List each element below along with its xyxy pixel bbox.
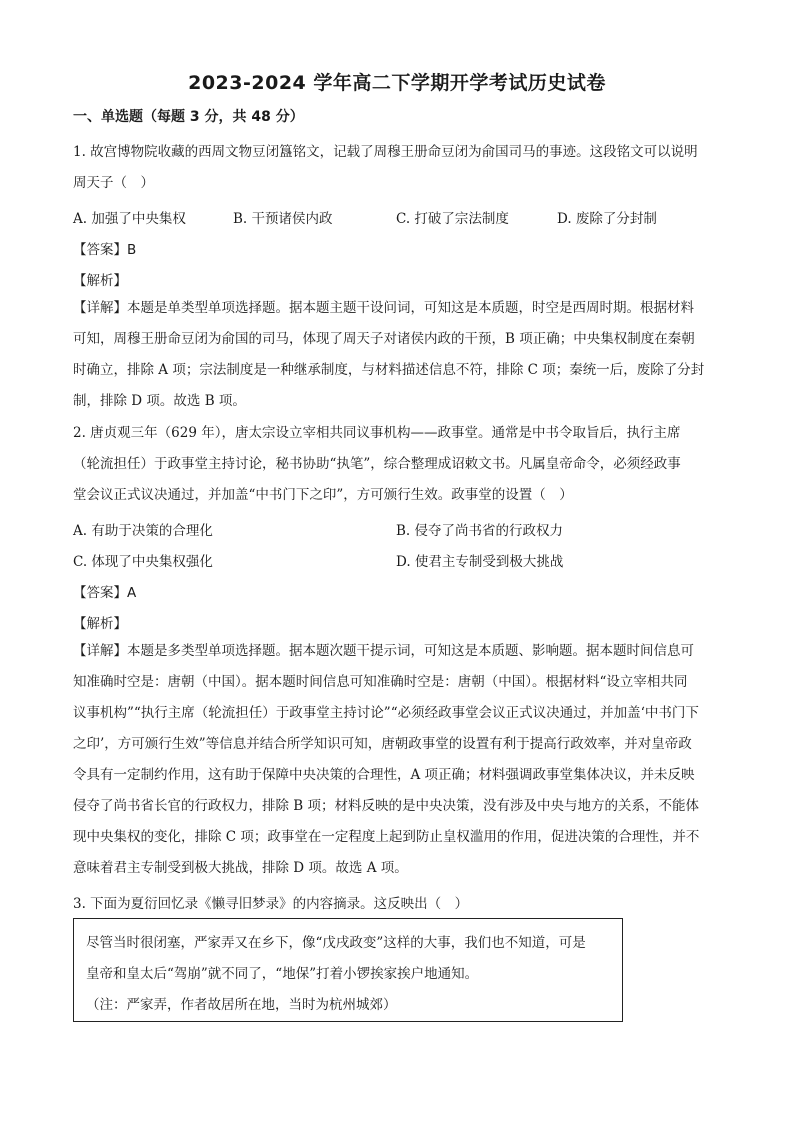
question-1-stem-line: 周天子（ ） <box>73 175 154 191</box>
question-2-option-b: B. 侵夺了尚书省的行政权力 <box>396 523 564 539</box>
question-1-stem <box>73 137 723 199</box>
question-2-analysis-label: 【解析】 <box>73 616 127 632</box>
question-2-detail-line: 侵夺了尚书省长官的行政权力，排除 B 项；材料反映的是中央决策，没有涉及中央与地方的关系，不能体 <box>73 798 700 814</box>
question-1-detail-line: 制，排除 D 项。故选 B 项。 <box>73 393 246 409</box>
source-material-line: 尽管当时很闭塞，严家弄又在乡下，像“戊戌政变”这样的大事，我们也不知道，可是 <box>86 935 586 951</box>
question-1-detail-line: 可知，周穆王册命豆闭为俞国的司马，体现了周天子对诸侯内政的干预，B 项正确；中央集权制度在秦朝 <box>73 331 695 347</box>
question-2-detail-line: 令具有一定制约作用，这有助于保障中央决策的合理性，A 项正确；材料强调政事堂集体决议，并未反映 <box>73 767 695 783</box>
source-material-box <box>73 918 623 1022</box>
question-2-stem-line: 堂会议正式议决通过，并加盖“中书门下之印”，方可颁行生效。政事堂的设置（ ） <box>73 487 573 503</box>
question-2-detail <box>73 636 723 884</box>
question-1-analysis-label: 【解析】 <box>73 273 127 289</box>
question-2-option-a: A. 有助于决策的合理化 <box>73 523 213 539</box>
question-2-detail-line: 之印’，方可颁行生效”等信息并结合所学知识可知，唐朝政事堂的设置有利于提高行政效率，并对皇帝政 <box>73 736 692 752</box>
question-2-option-d: D. 使君主专制受到极大挑战 <box>396 554 564 570</box>
question-1-option-a: A. 加强了中央集权 <box>73 211 186 227</box>
question-1-detail <box>73 293 723 417</box>
question-1-option-c: C. 打破了宗法制度 <box>396 211 509 227</box>
section-heading: 一、单选题（每题 3 分，共 48 分） <box>73 109 304 125</box>
question-2-answer: 【答案】A <box>73 585 137 601</box>
question-2-stem-line: （轮流担任）于政事堂主持讨论，秘书协助“执笔”，综合整理成诏敕文书。凡属皇帝命令，必须经政事 <box>73 456 681 472</box>
question-2-stem-line: 2. 唐贞观三年（629 年），唐太宗设立宰相共同议事机构——政事堂。通常是中书令取旨后，执行主席 <box>73 425 681 441</box>
question-1-stem-line: 1. 故宫博物院收藏的西周文物豆闭簋铭文，记载了周穆王册命豆闭为俞国司马的事迹。这段铭文可以说明 <box>73 144 698 160</box>
question-1-answer: 【答案】B <box>73 242 137 258</box>
source-material-note: （注：严家弄，作者故居所在地，当时为杭州城郊） <box>86 997 397 1013</box>
question-2-option-c: C. 体现了中央集权强化 <box>73 554 213 570</box>
question-2-detail-line: 【详解】本题是多类型单项选择题。据本题次题干提示词，可知这是本质题、影响题。据本题时间信息可 <box>73 643 694 659</box>
question-2-detail-line: 知准确时空是：唐朝（中国）。据本题时间信息可知准确时空是：唐朝（中国）。根据材料“设立宰相共同 <box>73 674 688 690</box>
question-2-detail-line: 议事机构”“执行主席（轮流担任）于政事堂主持讨论”“必须经政事堂会议正式议决通过，并加盖‘中书门下 <box>73 705 699 721</box>
question-1-detail-line: 时确立，排除 A 项；宗法制度是一种继承制度，与材料描述信息不符，排除 C 项；秦统一后，废除了分封 <box>73 362 705 378</box>
question-1-option-d: D. 废除了分封制 <box>557 211 657 227</box>
question-1-option-b: B. 干预诸侯内政 <box>233 211 333 227</box>
question-3-stem: 3. 下面为夏衍回忆录《懒寻旧梦录》的内容摘录。这反映出（ ） <box>73 896 469 912</box>
question-2-detail-line: 现中央集权的变化，排除 C 项；政事堂在一定程度上起到防止皇权滥用的作用，促进决策的合理性，并不 <box>73 829 700 845</box>
question-2-stem <box>73 418 723 511</box>
question-1-detail-line: 【详解】本题是单类型单项选择题。据本题主题干设问词，可知这是本质题，时空是西周时期。根据材料 <box>73 300 694 316</box>
source-material-line: 皇帝和皇太后“驾崩”就不同了，“地保”打着小锣挨家挨户地通知。 <box>86 966 479 982</box>
question-2-detail-line: 意味着君主专制受到极大挑战，排除 D 项。故选 A 项。 <box>73 860 408 876</box>
page-title: 2023-2024 学年高二下学期开学考试历史试卷 <box>188 72 606 94</box>
